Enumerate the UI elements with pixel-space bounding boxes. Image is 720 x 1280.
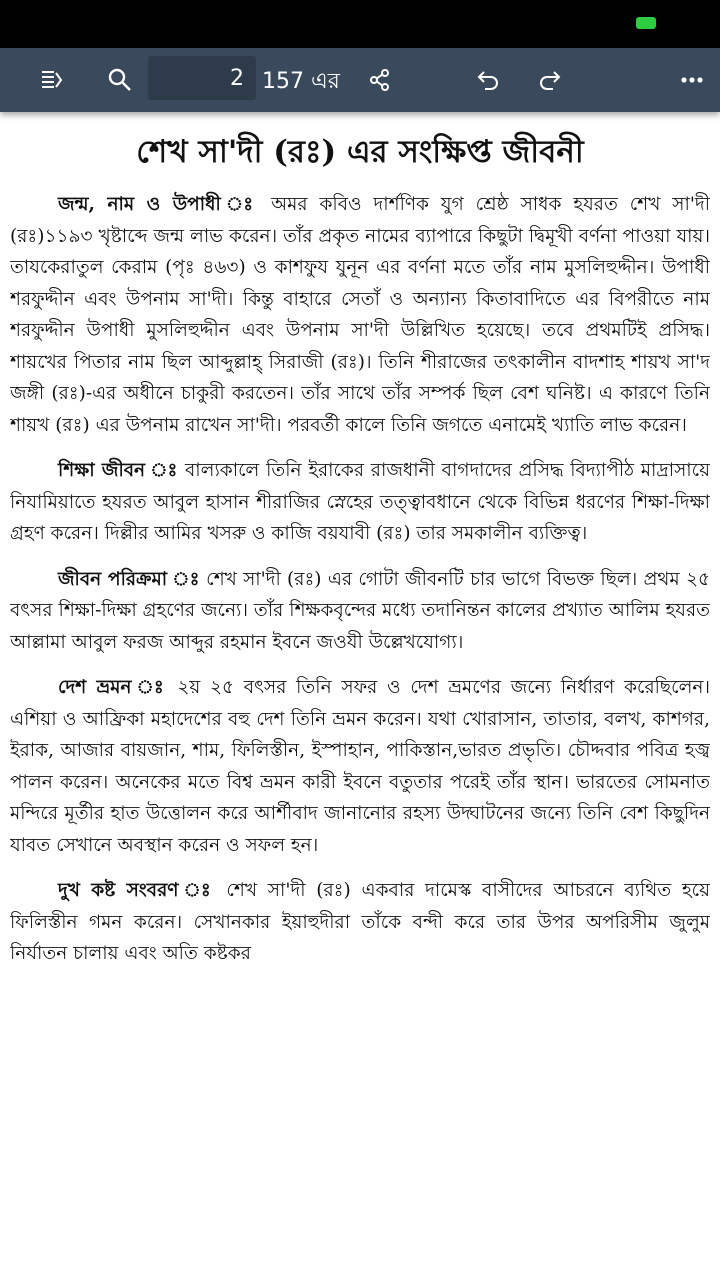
paragraph-text: শেখ সা'দী (রঃ) এর গোটা জীবনটি চার ভাগে বিভক্ত ছিল। প্রথম ২৫ বৎসর শিক্ষা-দিক্ষা গ্রহণের জন্যে। তাঁর শিক্ষকবৃন্দের মধ্যে তদানিন্তন কালের প্রখ্যাত আলিম হযরত আল্লামা আবুল ফরজ আব্দুর রহমান ইবনে জওযী উল্লেখযোগ্য। bbox=[10, 568, 710, 653]
paragraph-education bbox=[10, 455, 710, 550]
undo-icon[interactable] bbox=[470, 62, 506, 98]
share-icon[interactable] bbox=[362, 62, 398, 98]
battery-icon bbox=[636, 17, 656, 29]
redo-icon[interactable] bbox=[532, 62, 568, 98]
status-bar bbox=[0, 0, 720, 48]
paragraph-text: বাল্যকালে তিনি ইরাকের রাজধানী বাগদাদের প্রসিদ্ধ বিদ্যাপীঠ মাদ্রাসায়ে নিযামিয়াতে হযরত আবুল হাসান শীরাজির স্নেহের তত্ত্বাবধানে থেকে বিভিন্ন ধরণের শিক্ষা-দিক্ষা গ্রহণ করেন। দিল্লীর আমির খসরু ও কাজি বয়যাবী (রঃ) তার সমকালীন ব্যক্তিত্ব। bbox=[10, 460, 710, 545]
paragraph-hardship bbox=[10, 875, 710, 970]
paragraph-travel bbox=[10, 672, 710, 861]
paragraph-text: ২য় ২৫ বৎসর তিনি সফর ও দেশ ভ্রমণের জন্যে নির্ধারণ করেছিলেন। এশিয়া ও আফ্রিকা মহাদেশের বহু দেশ তিনি ভ্রমন করেন। যথা খোরাসান, তাতার, বলখ, কাশগর, ইরাক, আজার বায়জান, শাম, ফিলিস্তীন, ইস্পাহান, পাকিস্তান,ভারত প্রভৃতি। চৌদ্দবার পবিত্র হজ্ব পালন করেন। অনেকের মতে বিশ্ব ভ্রমন কারী ইবনে বতুতার পরেই তাঁর স্থান। ভারতের সোমনাত মন্দিরে মূর্তীর হাত উত্তোলন করে আর্শীবাদ জানানোর রহস্য উদ্ঘাটনের জন্যে তিনি বেশ কিছুদিন যাবত সেখানে অবস্থান করেন ও সফল হন। bbox=[10, 677, 710, 856]
paragraph-heading: জীবন পরিক্রমা ঃ bbox=[58, 568, 200, 590]
document-title: শেখ সা'দী (রঃ) এর সংক্ষিপ্ত জীবনী bbox=[136, 134, 584, 170]
paragraph-heading: শিক্ষা জীবন ঃ bbox=[58, 460, 179, 482]
paragraph-text: শেখ সা'দী (রঃ) একবার দামেস্ক বাসীদের আচরনে ব্যথিত হয়ে ফিলিস্তীন গমন করেন। সেখানকার ইয়াহুদীরা তাঁকে বন্দী করে তার উপর অপরিসীম জুলুম নির্যাতন চালায় এবং অতি কষ্টকর bbox=[10, 880, 710, 965]
page-total-label: 157 এর bbox=[262, 69, 340, 94]
paragraph-birth bbox=[10, 189, 710, 441]
paragraph-life-stages bbox=[10, 564, 710, 659]
more-icon[interactable] bbox=[674, 62, 710, 98]
reader-toolbar bbox=[0, 48, 720, 112]
search-icon[interactable] bbox=[102, 62, 138, 98]
toc-icon[interactable] bbox=[34, 62, 70, 98]
paragraph-heading: দেশ ভ্রমন ঃ bbox=[58, 677, 168, 699]
paragraph-text: অমর কবিও দার্শণিক যুগ শ্রেষ্ঠ সাধক হযরত শেখ সা'দী (রঃ)১১৯৩ খৃষ্টাব্দে জন্ম লাভ করেন। তাঁর প্রকৃত নামের ব্যাপারে কিছুটা দ্বিমূখী বর্ণনা পাওয়া যায়। তাযকেরাতুল কেরাম (পৃঃ ৪৬৩) ও কাশফুয যুনূন এর বর্ণনা মতে তাঁর নাম মুসলিহুদ্দীন। উপাধী শরফুদ্দীন এবং উপনাম সা'দী। কিন্তু বাহারে সেতাঁ ও অন্যান্য কিতাবাদিতে এর বিপরীতে নাম শরফুদ্দীন উপাধী মুসলিহুদ্দীন এবং উপনাম সা'দী উল্লিখিত হয়েছে। তবে প্রথমটিই প্রসিদ্ধ। শায়খের পিতার নাম ছিল আব্দুল্লাহ্ সিরাজী (রঃ)। তিনি শীরাজের তৎকালীন বাদশাহ শায়খ সা'দ জঙ্গী (রঃ)-এর অধীনে চাকুরী করতেন। তাঁর সাথে তাঁর সম্পর্ক ছিল বেশ ঘনিষ্ট। এ কারণে তিনি শায়খ (রঃ) এর উপনাম রাখেন সা'দী। পরবর্তী কালে তিনি জগতে এনামেই খ্যাতি লাভ করেন। bbox=[10, 194, 710, 436]
paragraph-heading: দুখ কষ্ট সংবরণ ঃ bbox=[58, 880, 216, 902]
document-page bbox=[10, 118, 710, 1280]
page-number-input[interactable] bbox=[148, 56, 256, 100]
paragraph-heading: জন্ম, নাম ও উপাধী ঃ bbox=[58, 194, 260, 216]
